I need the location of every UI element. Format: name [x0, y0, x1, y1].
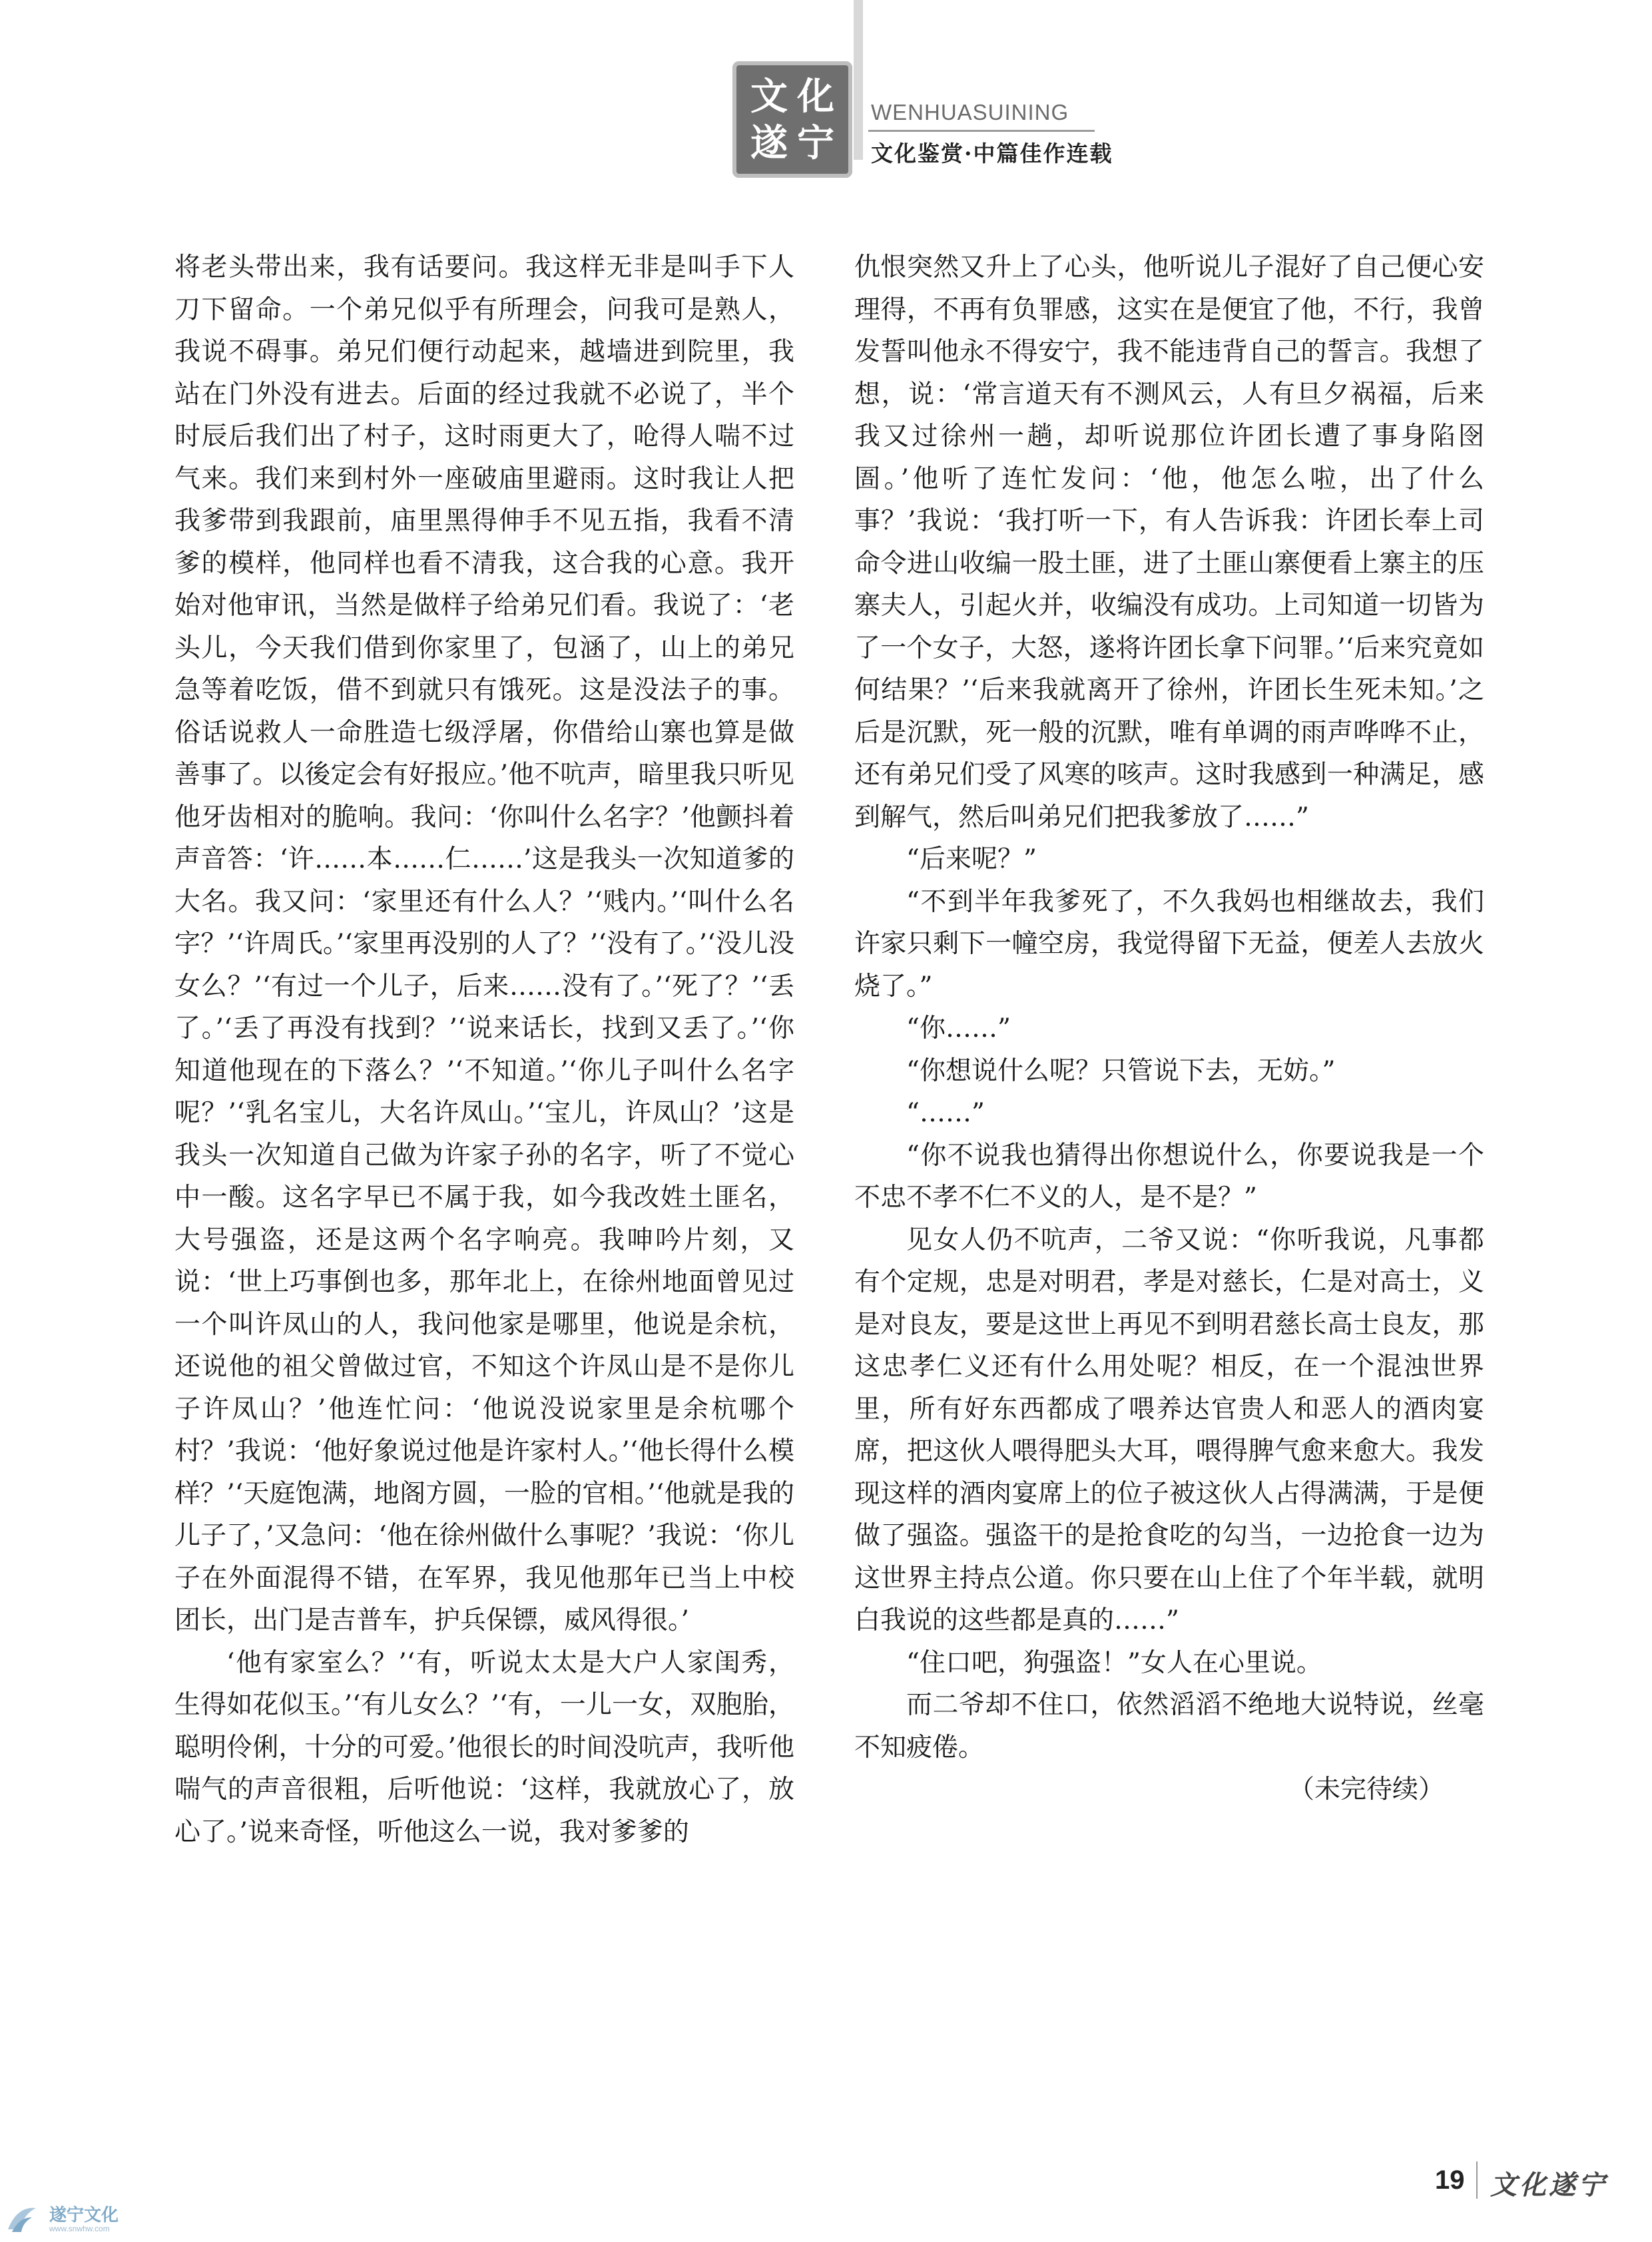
paragraph: ‘他有家室么？’‘有，听说太太是大户人家闺秀，生得如花似玉。’‘有儿女么？’‘有，一儿一女，双胞胎，聪明伶俐，十分的可爱。’他很长的时间没吭声，我听他喘气的声音很粗，后听他说：‘这样，我就放心了，放心了。’说来奇怪，听他这么一说，我对爹爹的 [174, 1647, 794, 1847]
paragraph: “你……” [906, 1013, 1011, 1043]
site-watermark [5, 2197, 152, 2239]
paragraph: “不到半年我爹死了，不久我妈也相继故去，我们许家只剩下一幢空房，我觉得留下无益，便差人去放火烧了。” [854, 886, 1484, 1001]
logo-char: 遂 [750, 121, 788, 165]
footer-divider [1476, 2161, 1478, 2199]
paragraph: “后来呢？” [906, 844, 1037, 874]
magazine-name-en: WENHUASUINING [871, 100, 1069, 125]
watermark-title: 遂宁文化 [49, 2205, 119, 2225]
page-number: 19 [1435, 2165, 1465, 2195]
logo-char: 文 [750, 75, 788, 119]
paragraph: “……” [906, 1098, 985, 1128]
paragraph: 将老头带出来，我有话要问。我这样无非是叫手下人刀下留命。一个弟兄似乎有所理会，问我可是熟人，我说不碍事。弟兄们便行动起来，越墙进到院里，我站在门外没有进去。后面的经过我就不必说了，半个时辰后我们出了村子，这时雨更大了，呛得人喘不过气来。我们来到村外一座破庙里避雨。这时我让人把我爹带到我跟前，庙里黑得伸手不见五指，我看不清爹的模样，他同样也看不清我，这合我的心意。我开始对他审讯，当然是做样子给弟兄们看。我说了：‘老头儿，今天我们借到你家里了，包涵了，山上的弟兄急等着吃饭，借不到就只有饿死。这是没法子的事。俗话说救人一命胜造七级浮屠，你借给山寨也算是做善事了。以後定会有好报应。’他不吭声，暗里我只听见他牙齿相对的脆响。我问：‘你叫什么名字？’他颤抖着声音答：‘许……本……仁……’这是我头一次知道爹的大名。我又问：‘家里还有什么人？’‘贱内。’‘叫什么名字？’‘许周氏。’‘家里再没别的人了？’‘没有了。’‘没儿没女么？’‘有过一个儿子，后来……没有了。’‘死了？’‘丢了。’‘丢了再没有找到？’‘说来话长，找到又丢了。’‘你知道他现在的下落么？’‘不知道。’‘你儿子叫什么名字呢？’‘乳名宝儿，大名许凤山。’‘宝儿，许凤山？’这是我头一次知道自己做为许家子孙的名字，听了不觉心中一酸。这名字早已不属于我，如今我改姓土匪名，大号强盗，还是这两个名字响亮。我呻吟片刻，又说：‘世上巧事倒也多，那年北上，在徐州地面曾见过一个叫许凤山的人，我问他家是哪里，他说是余杭，还说他的祖父曾做过官，不知这个许凤山是不是你儿子许凤山？’他连忙问：‘他说没说家里是余杭哪个村？’我说：‘他好象说过他是许家村人。’‘他长得什么模样？’‘天庭饱满，地阁方圆，一脸的官相。’‘他就是我的儿子了，’又急问：‘他在徐州做什么事呢？’我说：‘你儿子在外面混得不错，在军界，我见他那年已当上中校团长，出门是吉普车，护兵保镖，威风得很。’ [174, 252, 794, 1635]
left-column [174, 246, 794, 1853]
to-be-continued: （未完待续） [1288, 1775, 1444, 1805]
magazine-logo-seal [732, 61, 852, 178]
paragraph: “住口吧，狗强盗！”女人在心里说。 [906, 1647, 1322, 1678]
header-divider [854, 0, 863, 160]
section-title: 文化鉴赏·中篇佳作连载 [871, 140, 1113, 166]
paragraph: “你想说什么呢？只管说下去，无妨。” [906, 1055, 1336, 1086]
wing-logo-icon [5, 2203, 39, 2236]
paragraph: 而二爷却不住口，依然滔滔不绝地大说特说，丝毫不知疲倦。 [854, 1690, 1484, 1763]
paragraph: “你不说我也猜得出你想说什么，你要说我是一个不忠不孝不仁不义的人，是不是？” [854, 1140, 1484, 1213]
right-column [854, 246, 1484, 1811]
logo-char: 化 [797, 75, 834, 119]
header-rule [868, 130, 1095, 132]
paragraph: 见女人仍不吭声，二爷又说：“你听我说，凡事都有个定规，忠是对明君，孝是对慈长，仁是对高士，义是对良友，要是这世上再见不到明君慈长高士良友，那这忠孝仁义还有什么用处呢？相反，在一个混浊世界里，所有好东西都成了喂养达官贵人和恶人的酒肉宴席，把这伙人喂得肥头大耳，喂得脾气愈来愈大。我发现这样的酒肉宴席上的位子被这伙人占得满满，于是便做了强盗。强盗干的是抢食吃的勾当，一边抢食一边为这世界主持点公道。你只要在山上住了个年半载，就明白我说的这些都是真的……” [854, 1225, 1484, 1635]
header-band [844, 0, 1652, 160]
logo-char: 宁 [797, 121, 834, 165]
footer-magazine-name: 文化遂宁 [1490, 2169, 1607, 2201]
paragraph: 仇恨突然又升上了心头，他听说儿子混好了自己便心安理得，不再有负罪感，这实在是便宜了他，不行，我曾发誓叫他永不得安宁，我不能违背自己的誓言。我想了想，说：‘常言道天有不测风云，人有旦夕祸福，后来我又过徐州一趟，却听说那位许团长遭了事身陷囹圄。’他听了连忙发问：‘他，他怎么啦，出了什么事？’我说：‘我打听一下，有人告诉我：许团长奉上司命令进山收编一股土匪，进了土匪山寨便看上寨主的压寨夫人，引起火并，收编没有成功。上司知道一切皆为了一个女子，大怒，遂将许团长拿下问罪。’‘后来究竟如何结果？’‘后来我就离开了徐州，许团长生死未知。’之后是沉默，死一般的沉默，唯有单调的雨声哗哗不止，还有弟兄们受了风寒的咳声。这时我感到一种满足，感到解气，然后叫弟兄们把我爹放了……” [854, 252, 1484, 832]
watermark-url: www.snwhw.com [49, 2224, 110, 2233]
